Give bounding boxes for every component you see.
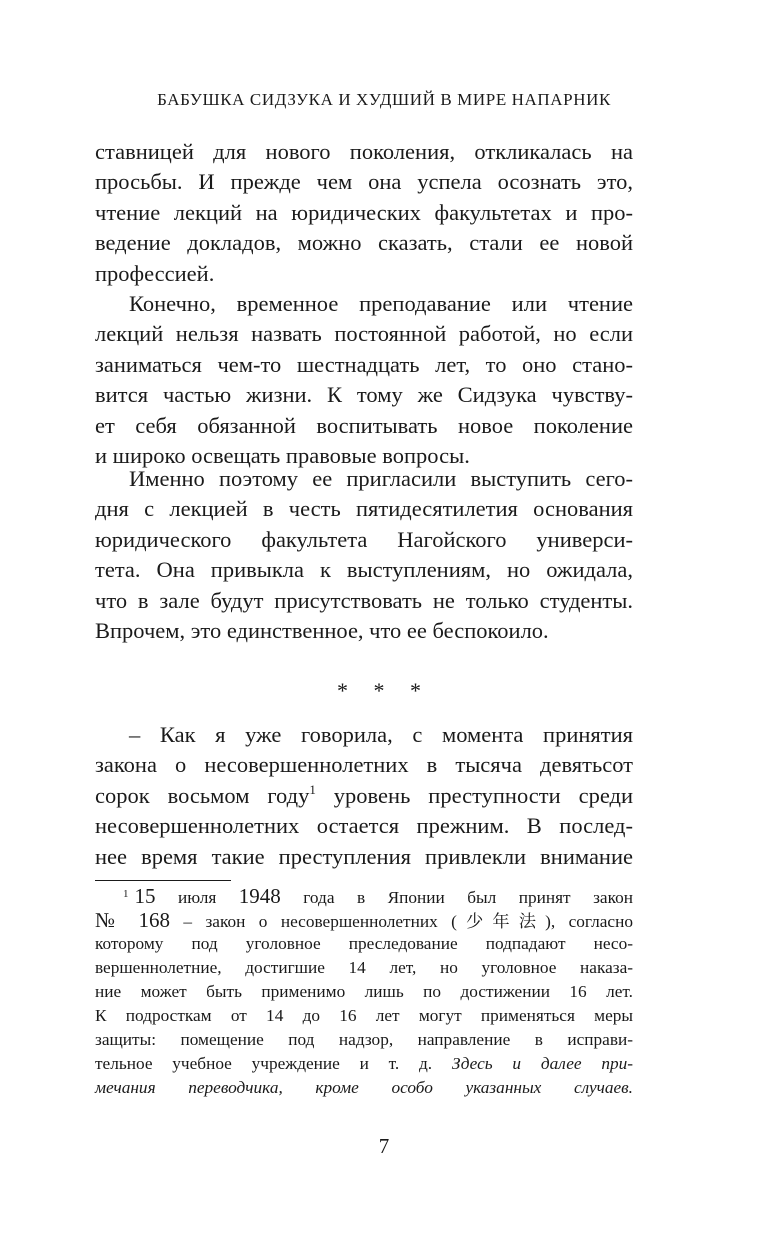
paragraph-line: лекций нельзя назвать постоянной работой, но если	[95, 321, 633, 347]
paragraph-4	[95, 720, 633, 872]
running-head: БАБУШКА СИДЗУКА И ХУДШИЙ В МИРЕ НАПАРНИК	[157, 90, 611, 109]
paragraph-line: и широко освещать правовые вопросы.	[95, 442, 470, 468]
paragraph-line: вится частью жизни. К тому же Сидзука чувству-	[95, 382, 633, 408]
footnote-year: 1948	[238, 884, 281, 908]
footnote-day: 15	[134, 884, 156, 908]
footnote-line: ние может быть применимо лишь по достижении 16 лет.	[95, 982, 633, 1001]
footnote-law-number: № 168	[95, 908, 170, 932]
paragraph-3	[95, 464, 633, 646]
paragraph-line: Конечно, временное преподавание или чтение	[129, 291, 633, 316]
paragraph-line: дня с лекцией в честь пятидесятилетия основания	[95, 496, 633, 522]
page-number: 7	[378, 1134, 390, 1158]
paragraph-line	[95, 781, 633, 811]
paragraph-line: профессией.	[95, 260, 215, 286]
paragraph-line: закона о несовершеннолетних в тысяча девятьсот	[95, 752, 633, 778]
footnote-line	[95, 1052, 633, 1076]
line-text: уровень преступности среди	[315, 782, 633, 808]
footnote-italic-text: Здесь и далее при-	[451, 1054, 633, 1073]
footnote-line: К подросткам от 14 до 16 лет могут применяться меры	[95, 1006, 633, 1025]
paragraph-line: юридического факультета Нагойского универси-	[95, 526, 633, 552]
paragraph-line: ет себя обязанной воспитывать новое поколение	[95, 412, 633, 438]
paragraph-line: просьбы. И прежде чем она успела осознать это,	[95, 169, 633, 195]
footnote-text: года в Японии был принят закон	[280, 888, 633, 907]
paragraph-line: нее время такие преступления привлекли внимание	[95, 843, 633, 869]
paragraph-line: Именно поэтому ее пригласили выступить сего-	[129, 466, 633, 491]
footnote-reference: 1	[309, 781, 316, 797]
footnote-line: вершеннолетние, достигшие 14 лет, но уголовное наказа-	[95, 958, 633, 977]
paragraph-line: – Как я уже говорила, с момента принятия	[129, 722, 633, 747]
paragraph-line: Впрочем, это единственное, что ее беспокоило.	[95, 617, 549, 643]
paragraph-line: ведение докладов, можно сказать, стали ее новой	[95, 230, 633, 256]
footnote-text: – закон о несовершеннолетних (少年法), согласно	[169, 912, 633, 931]
footnote-text: тельное учебное учреждение и т. д.	[95, 1054, 452, 1073]
footnote-line: которому под уголовное преследование подпадают несо-	[95, 934, 633, 953]
paragraph-1	[95, 137, 633, 289]
line-text: сорок восьмом году	[95, 782, 310, 808]
paragraph-line: несовершеннолетних остается прежним. В послед-	[95, 813, 633, 839]
paragraph-line: чтение лекций на юридических факультетах и про-	[95, 199, 633, 225]
footnote-divider	[95, 880, 231, 881]
footnote-line	[95, 908, 633, 932]
paragraph-line: заниматься чем-то шестнадцать лет, то оно стано-	[95, 351, 633, 377]
paragraph-2	[95, 289, 633, 471]
paragraph-line: тета. Она привыкла к выступлениям, но ожидала,	[95, 557, 633, 583]
footnote-line	[95, 884, 633, 908]
footnote-mark: 1	[123, 888, 129, 900]
footnote	[95, 884, 633, 1100]
footnote-text: июля	[155, 888, 239, 907]
footnote-line: защиты: помещение под надзор, направление в исправи-	[95, 1030, 633, 1049]
paragraph-line: что в зале будут присутствовать не только студенты.	[95, 587, 633, 613]
footnote-line: мечания переводчика, кроме особо указанных случаев.	[95, 1078, 633, 1097]
paragraph-line: ставницей для нового поколения, откликалась на	[95, 139, 633, 164]
scene-separator: * * *	[337, 678, 431, 703]
